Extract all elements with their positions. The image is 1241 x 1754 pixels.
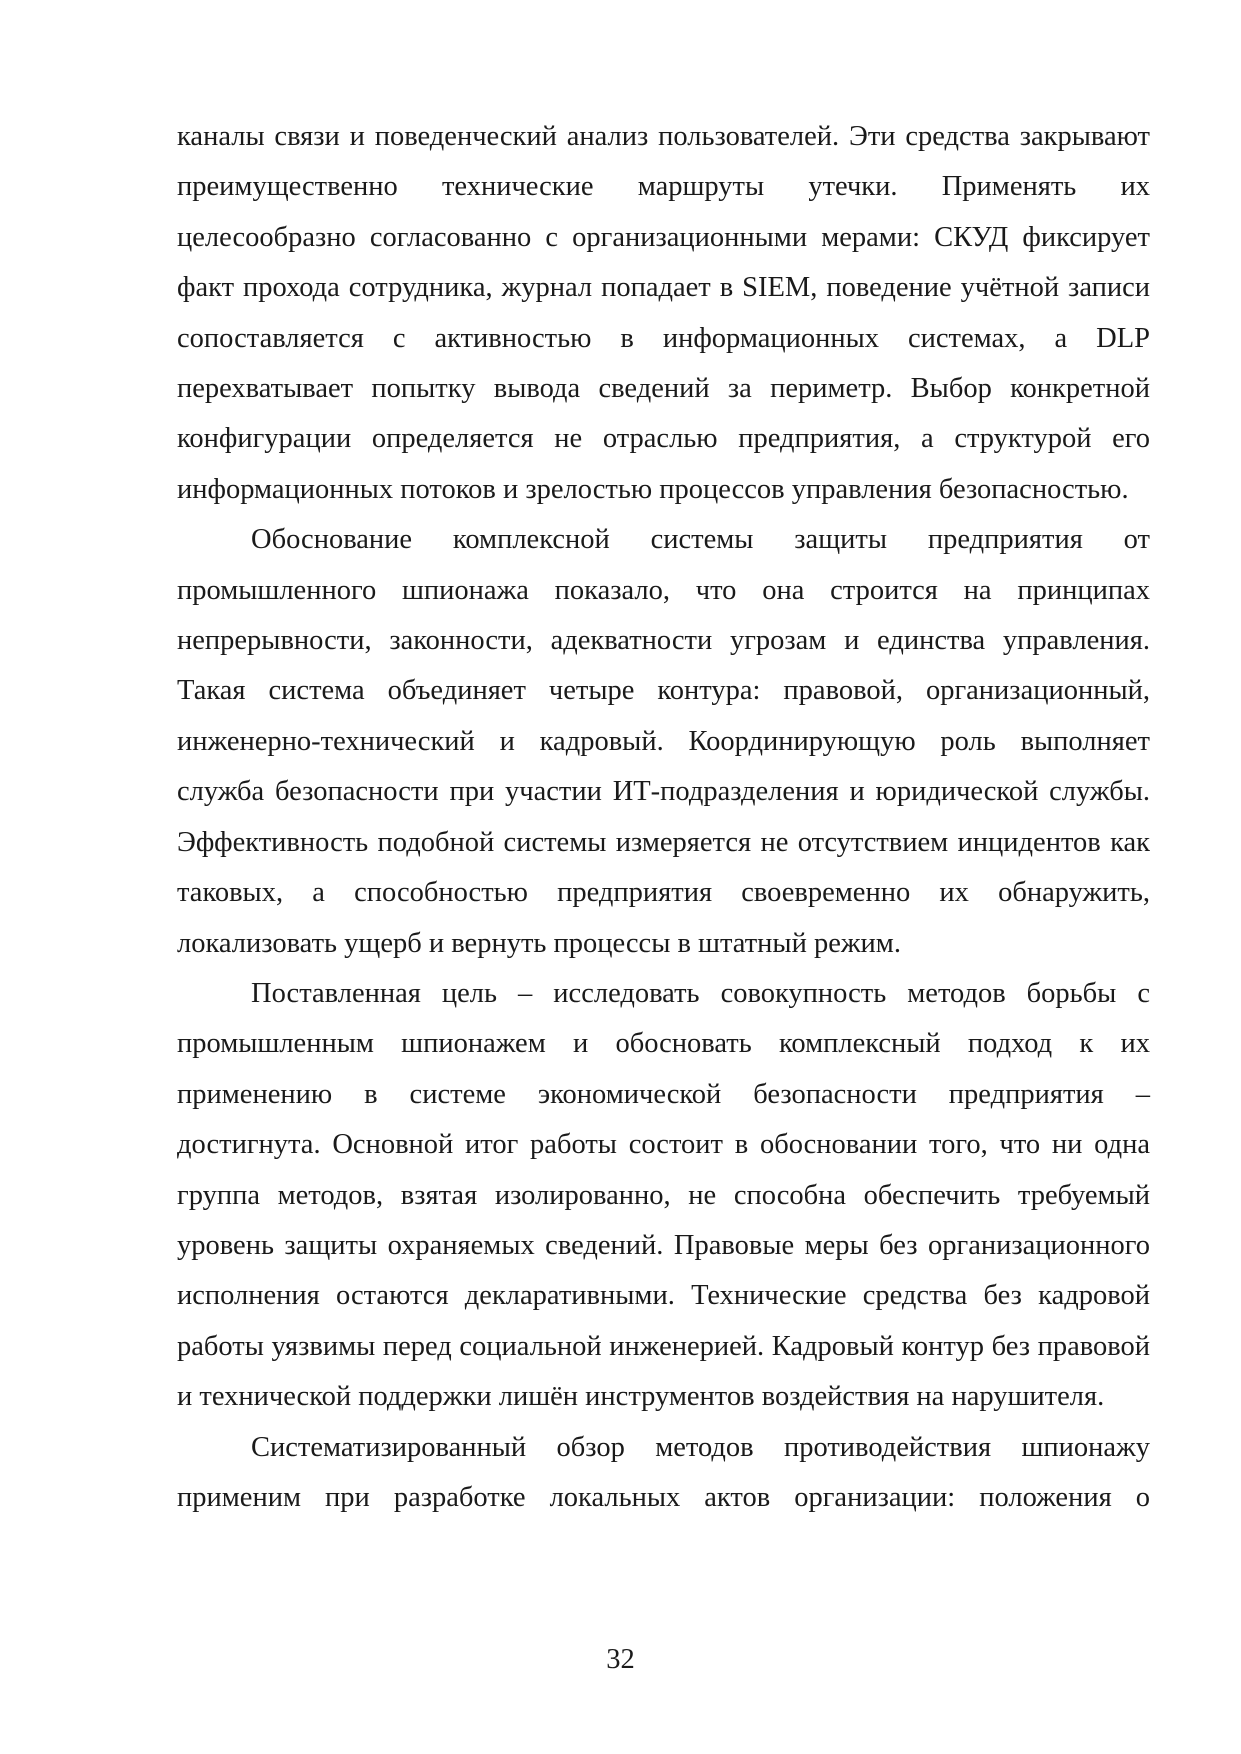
page-number: 32 xyxy=(606,1644,635,1675)
paragraph-goal-achieved: Поставленная цель – исследовать совокупность методов борьбы с промышленным шпионажем и обосновать комплексный подход к их применению в системе экономической безопасности предприятия – достигнута. Основной итог работы состоит в обосновании того, что ни одна группа методов, взятая изолированно, не способна обеспечить требуемый уровень защиты охраняемых сведений. Правовые меры без организационного исполнения остаются декларативными. Технические средства без кадровой работы уязвимы перед социальной инженерией. Кадровый контур без правовой и технической поддержки лишён инструментов воздействия на нарушителя. xyxy=(177,977,1150,1413)
paragraph-systematized-review: Систематизированный обзор методов противодействия шпионажу применим при разработке локальных актов организации: положения о xyxy=(177,1431,1150,1513)
paragraph-system-justification: Обоснование комплексной системы защиты предприятия от промышленного шпионажа показало, что она строится на принципах непрерывности, законности, адекватности угрозам и единства управления. Такая система объединяет четыре контура: правовой, организационный, инженерно-технический и кадровый. Координирующую роль выполняет служба безопасности при участии ИТ-подразделения и юридической службы. Эффективность подобной системы измеряется не отсутствием инцидентов как таковых, а способностью предприятия своевременно их обнаружить, локализовать ущерб и вернуть процессы в штатный режим. xyxy=(177,524,1150,959)
body-text xyxy=(177,112,1150,1523)
paragraph-continuation: каналы связи и поведенческий анализ пользователей. Эти средства закрывают преимущественно технические маршруты утечки. Применять их целесообразно согласованно с организационными мерами: СКУД фиксирует факт прохода сотрудника, журнал попадает в SIEM, поведение учётной записи сопоставляется с активностью в информационных системах, а DLP перехватывает попытку вывода сведений за периметр. Выбор конкретной конфигурации определяется не отраслью предприятия, а структурой его информационных потоков и зрелостью процессов управления безопасностью. xyxy=(177,121,1150,505)
